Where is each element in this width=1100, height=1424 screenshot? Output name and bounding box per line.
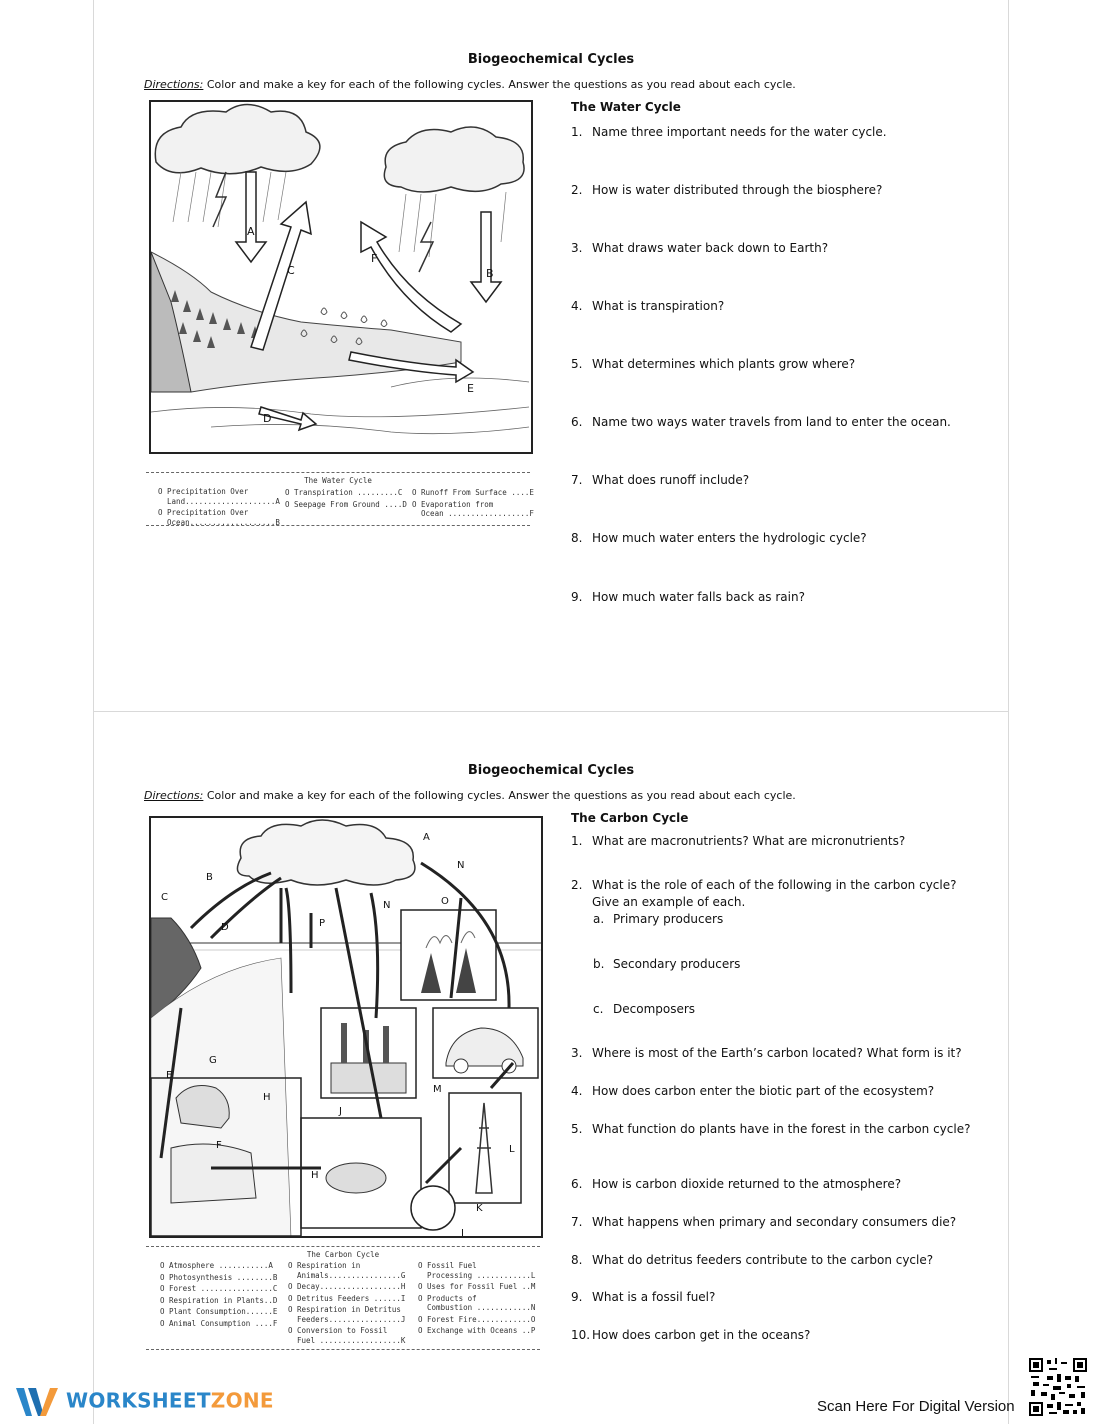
worksheet-page-1 [93, 0, 1009, 712]
subitem-letter: b. [593, 957, 605, 971]
carbon-cycle-figure [149, 816, 543, 1238]
key-column-2 [288, 1261, 405, 1347]
label-a: A [423, 832, 430, 843]
water-cycle-key [146, 472, 534, 527]
question-number: 4. [571, 299, 583, 313]
water-cycle-illustration [151, 102, 531, 452]
question-number: 1. [571, 125, 583, 139]
question-number: 7. [571, 1215, 583, 1229]
subitem-text: Secondary producers [613, 957, 741, 971]
key-item: O Forest ................C [160, 1284, 278, 1293]
subitem-letter: a. [593, 912, 605, 926]
question-text: What function do plants have in the forest in the carbon cycle? [592, 1122, 971, 1136]
scan-text: Scan Here For Digital Version [817, 1398, 1015, 1415]
label-n2: N [383, 900, 391, 911]
question-text: What does runoff include? [592, 473, 750, 487]
question-text: Where is most of the Earth’s carbon located? What form is it? [592, 1046, 962, 1060]
section-title: The Carbon Cycle [571, 811, 689, 825]
question-text: How is carbon dioxide returned to the atmosphere? [592, 1177, 902, 1191]
question-text: What determines which plants grow where? [592, 357, 856, 371]
key-item: O Runoff From Surface ....E [412, 488, 534, 497]
question-text: Name three important needs for the water cycle. [592, 125, 887, 139]
carbon-cycle-illustration [151, 818, 541, 1236]
key-title: The Carbon Cycle [306, 1250, 380, 1259]
label-d: D [221, 922, 229, 933]
label-p: P [319, 918, 326, 929]
question-text: How much water falls back as rain? [592, 590, 805, 604]
label-a: A [247, 225, 255, 238]
question-text: How is water distributed through the biosphere? [592, 183, 883, 197]
question-number: 5. [571, 357, 583, 371]
subitem [593, 957, 740, 971]
question-number: 8. [571, 531, 583, 545]
label-d: D [263, 412, 272, 425]
directions-text: Color and make a key for each of the following cycles. Answer the questions as you read about each cycle. [203, 789, 796, 802]
key-item: O Precipitation Over Land....................A [158, 487, 280, 506]
label-c: C [287, 264, 295, 277]
question-text: What draws water back down to Earth? [592, 241, 829, 255]
question-text: What happens when primary and secondary consumers die? [592, 1215, 957, 1229]
key-column-1 [160, 1261, 277, 1330]
key-item: O Forest Fire............O [418, 1314, 536, 1324]
label-g: G [209, 1055, 217, 1066]
label-c: C [161, 892, 168, 903]
water-cycle-figure [149, 100, 533, 454]
subitem [593, 912, 723, 926]
question-number: 7. [571, 473, 583, 487]
question-number: 5. [571, 1122, 583, 1136]
question-text: What is a fossil fuel? [592, 1290, 716, 1304]
question-text: Name two ways water travels from land to enter the ocean. [592, 415, 951, 429]
question-number: 3. [571, 1046, 583, 1060]
question-number: 9. [571, 590, 583, 604]
page-title: Biogeochemical Cycles [467, 52, 635, 67]
key-column-3 [412, 488, 534, 521]
question-number: 9. [571, 1290, 583, 1304]
question-text: What are macronutrients? What are micronutrients? [592, 834, 906, 848]
key-item: O Atmosphere ...........A [160, 1261, 273, 1270]
key-column-1 [158, 487, 280, 529]
key-item: O Precipitation Over Ocean...................B [158, 508, 280, 527]
key-item: O Evaporation from Ocean ..................F [412, 499, 534, 518]
key-item: O Plant Consumption......E [160, 1307, 278, 1316]
key-item: O Transpiration .........C [285, 488, 403, 497]
subitem-text: Primary producers [613, 912, 724, 926]
question-number: 8. [571, 1253, 583, 1267]
question-number: 10. [571, 1328, 591, 1342]
question-number: 6. [571, 415, 583, 429]
question-number: 3. [571, 241, 583, 255]
key-item: O Decay..................H [288, 1282, 406, 1291]
question-number: 2. [571, 183, 583, 197]
question-number: 2. [571, 878, 583, 892]
question-text: How much water enters the hydrologic cycle? [592, 531, 867, 545]
label-n: N [457, 860, 465, 871]
directions-label: Directions: [144, 78, 204, 91]
label-b: B [206, 872, 213, 883]
question-text: What is the role of each of the following in the carbon cycle? Give an example of each. [592, 878, 957, 909]
directions-label: Directions: [144, 789, 204, 802]
subitem-letter: c. [593, 1002, 604, 1016]
label-b: B [486, 267, 494, 280]
key-item: O Respiration in Animals................G [288, 1261, 406, 1280]
key-title: The Water Cycle [304, 476, 372, 485]
label-h: H [263, 1092, 271, 1103]
logo-text-zone: ZONE [210, 1388, 274, 1413]
key-column-3 [418, 1261, 535, 1338]
question-text: How does carbon get in the oceans? [592, 1328, 811, 1342]
directions [144, 789, 796, 802]
label-o: O [441, 896, 449, 907]
label-e: E [166, 1070, 173, 1081]
logo-text-worksheet: WORKSHEET [66, 1388, 211, 1413]
question-text: How does carbon enter the biotic part of the ecosystem? [592, 1084, 935, 1098]
label-f: F [216, 1140, 222, 1151]
label-h2: H [311, 1170, 319, 1181]
question-number: 4. [571, 1084, 583, 1098]
question-number: 6. [571, 1177, 583, 1191]
subitem-text: Decomposers [613, 1002, 696, 1016]
carbon-cycle-key [146, 1246, 540, 1350]
key-item: O Photosynthesis ........B [160, 1272, 278, 1282]
key-item: O Uses for Fossil Fuel ..M [418, 1282, 536, 1291]
label-k: K [476, 1203, 483, 1214]
section-title: The Water Cycle [571, 100, 681, 114]
footer [0, 1370, 1100, 1424]
label-e: E [467, 382, 474, 395]
directions-text: Color and make a key for each of the following cycles. Answer the questions as you read about each cycle. [203, 78, 796, 91]
worksheetzone-logo[interactable] [14, 1386, 274, 1418]
question-number: 1. [571, 834, 583, 848]
key-item: O Fossil Fuel Processing ............L [418, 1261, 536, 1280]
page-title: Biogeochemical Cycles [467, 763, 635, 778]
key-item: O Respiration in Plants..D [160, 1295, 278, 1305]
key-item: O Animal Consumption ....F [160, 1318, 278, 1328]
label-j: J [339, 1106, 342, 1117]
label-l: L [509, 1144, 515, 1155]
subitem [593, 1002, 695, 1016]
label-m: M [433, 1084, 442, 1095]
key-item: O Detritus Feeders ......I [288, 1293, 406, 1303]
key-item: O Respiration in Detritus Feeders................J [288, 1305, 406, 1324]
question-text: What is transpiration? [592, 299, 725, 313]
key-column-2 [285, 488, 407, 511]
qr-code-graphic [1029, 1358, 1087, 1416]
qr-code-icon[interactable] [1029, 1358, 1087, 1420]
question-text: What do detritus feeders contribute to the carbon cycle? [592, 1253, 934, 1267]
label-i: I [461, 1228, 464, 1236]
key-item: O Conversion to Fossil Fuel ..................K [288, 1326, 406, 1345]
worksheet-page-2 [93, 712, 1009, 1424]
key-item: O Products of Combustion ............N [418, 1293, 536, 1312]
directions [144, 78, 796, 91]
logo-w-icon [14, 1386, 60, 1418]
label-f: F [371, 252, 378, 265]
key-item: O Exchange with Oceans ..P [418, 1326, 536, 1335]
key-item: O Seepage From Ground ....D [285, 499, 407, 509]
